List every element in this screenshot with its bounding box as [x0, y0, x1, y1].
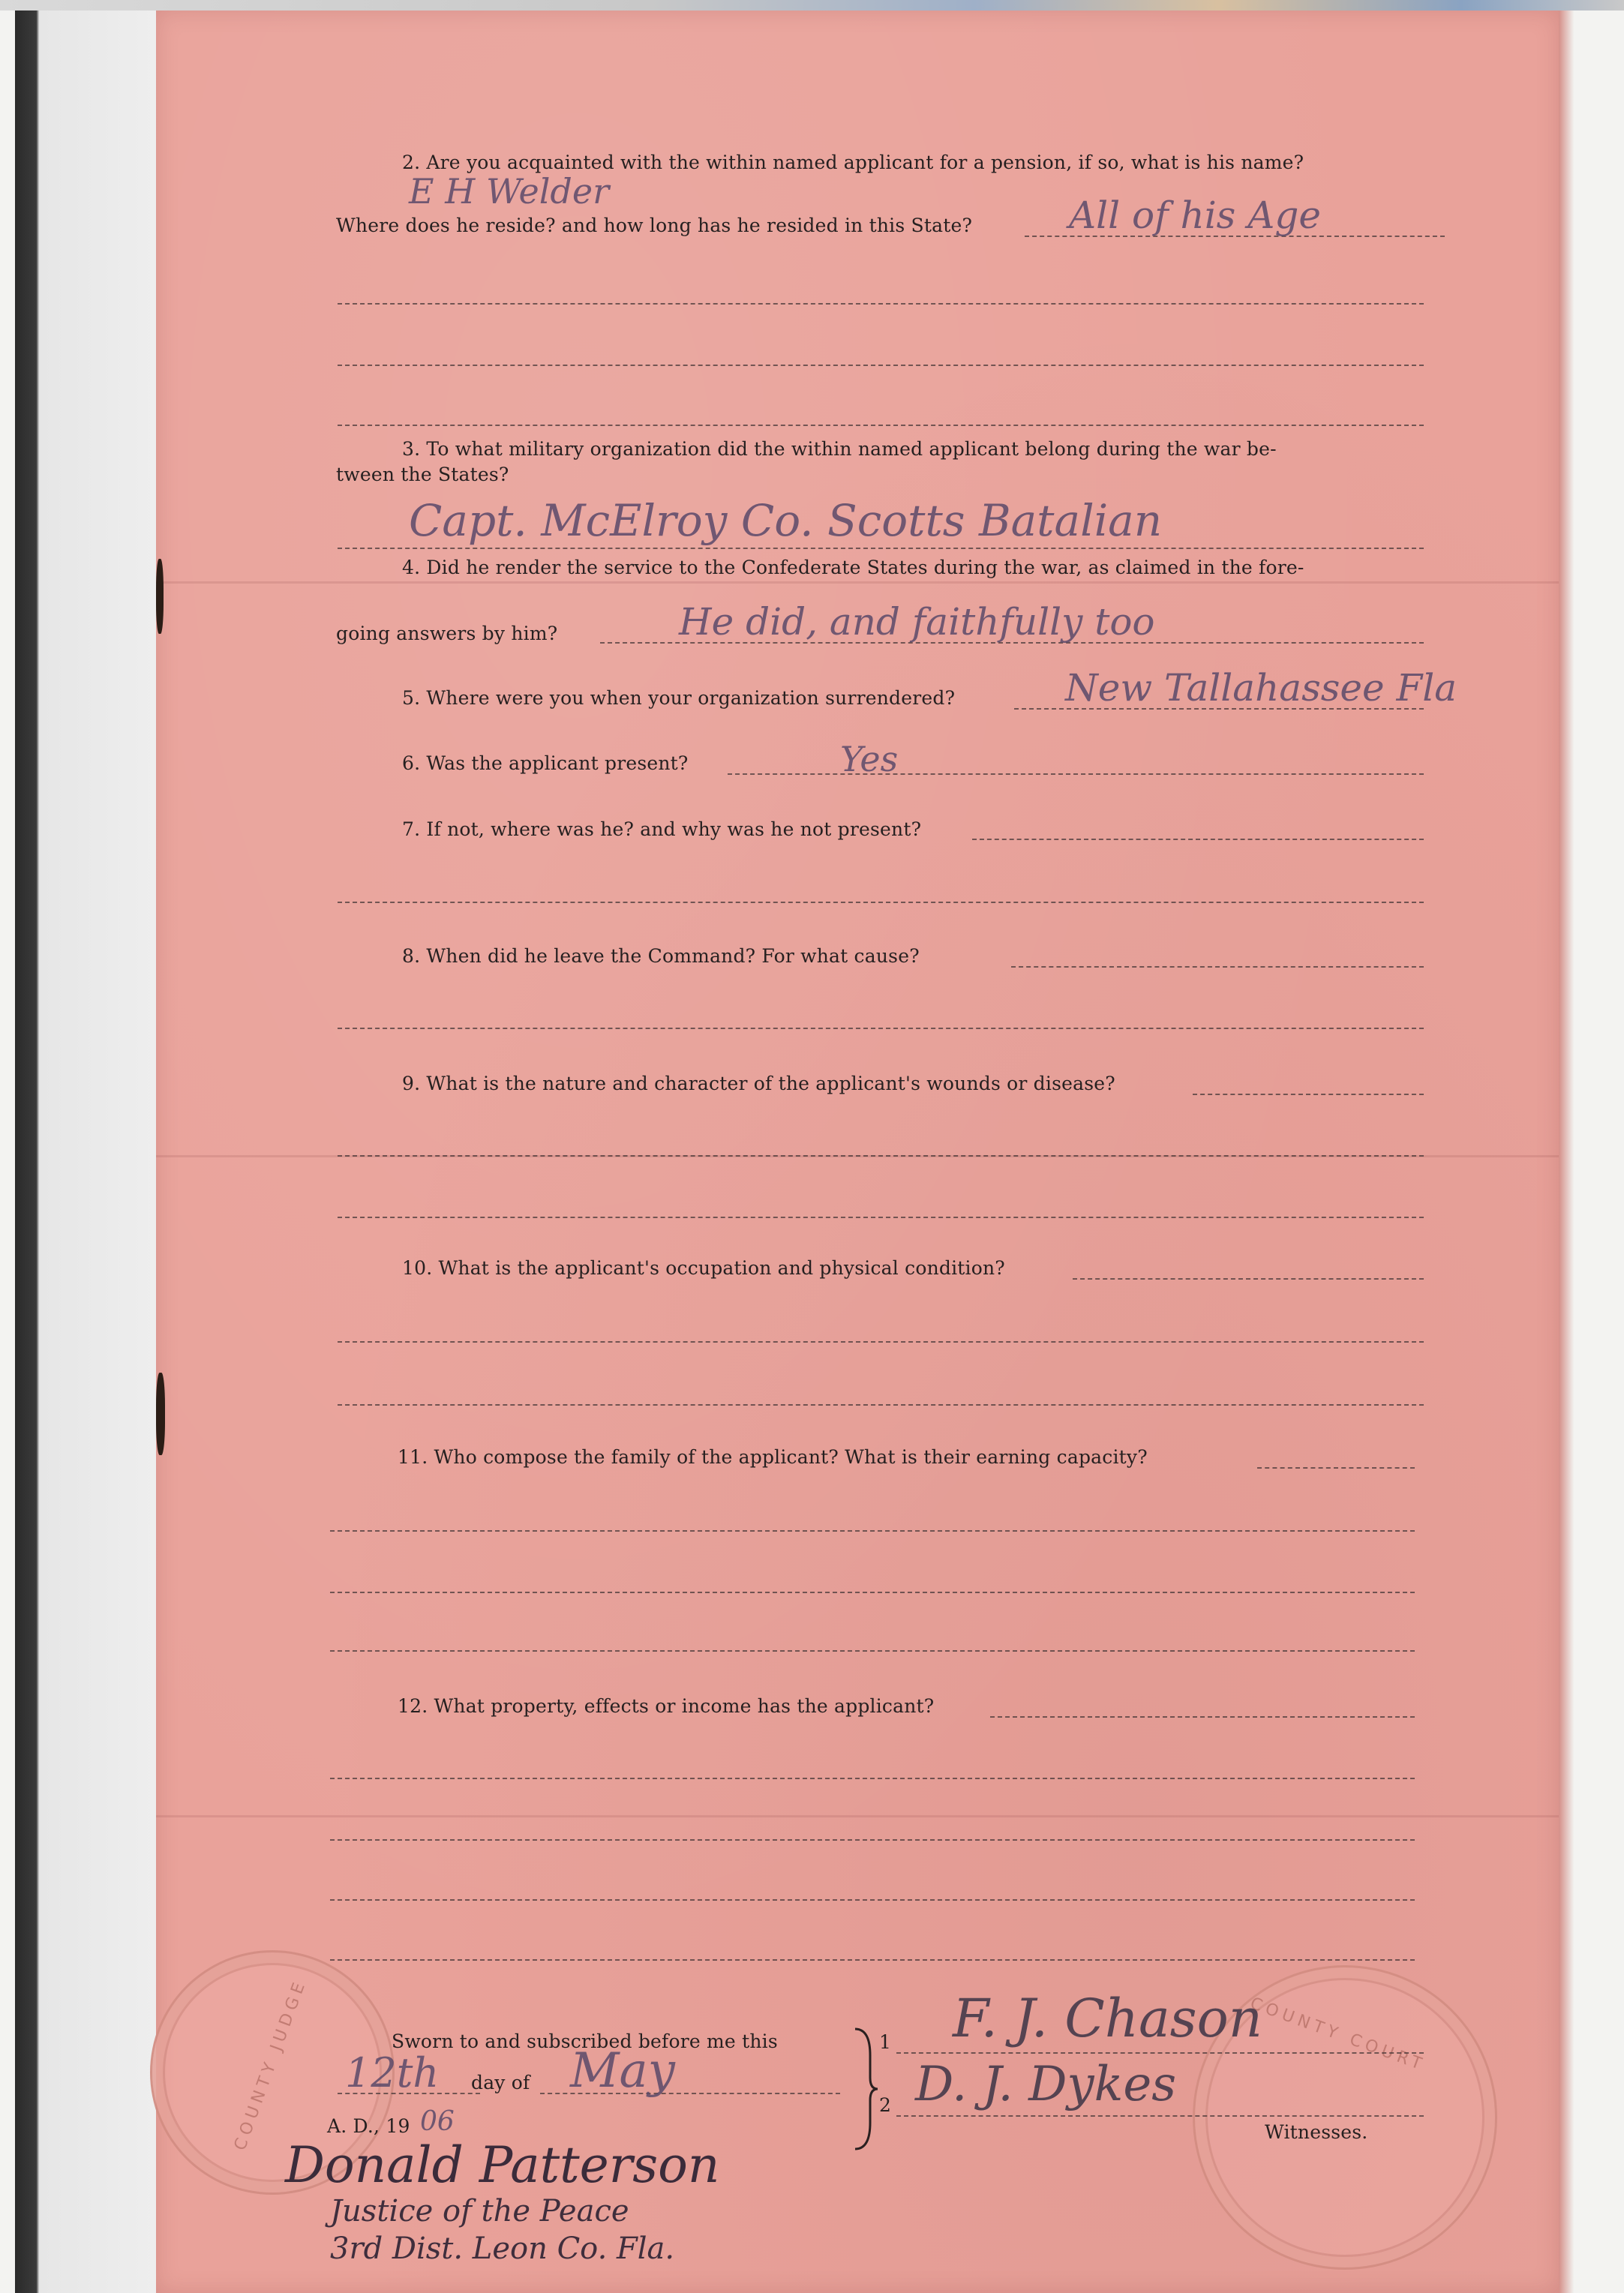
- jurat-day-value: 12th: [345, 2049, 440, 2096]
- answer-line: [330, 1530, 1415, 1532]
- witness-1-signature: F. J. Chason: [953, 1988, 1262, 2049]
- answer-line: [338, 1028, 1424, 1029]
- question-4-text-cont: going answers by him?: [336, 623, 558, 644]
- answer-military-organization: Capt. McElroy Co. Scotts Batalian: [409, 495, 1163, 546]
- fold-line: [156, 581, 1559, 584]
- answer-line: [338, 548, 1424, 549]
- scan-edge: [0, 0, 1624, 11]
- question-3-text-cont: tween the States?: [336, 464, 509, 485]
- answer-line: [728, 773, 1424, 775]
- binding-tear: [156, 559, 164, 634]
- left-seal-text: COUNTY JUDGE: [230, 1976, 311, 2153]
- jurat-month-value: May: [570, 2043, 675, 2099]
- question-7-text: 7. If not, where was he? and why was he not present?: [402, 818, 922, 840]
- answer-line: [990, 1716, 1415, 1718]
- answer-line: [338, 425, 1424, 426]
- question-11-text: 11. Who compose the family of the applicant? What is their earning capacity?: [398, 1446, 1148, 1468]
- answer-line: [330, 1650, 1415, 1652]
- answer-line: [1073, 1278, 1424, 1280]
- answer-applicant-present: Yes: [840, 739, 899, 779]
- answer-residence: All of his Age: [1069, 194, 1321, 237]
- answer-line: [338, 1155, 1424, 1157]
- question-5-text: 5. Where were you when your organization surrendered?: [402, 687, 956, 709]
- answer-line: [972, 839, 1424, 840]
- official-signature: Donald Patterson: [285, 2136, 720, 2194]
- answer-line: [330, 1592, 1415, 1593]
- question-6-text: 6. Was the applicant present?: [402, 752, 689, 774]
- answer-line: [1193, 1094, 1424, 1095]
- question-8-text: 8. When did he leave the Command? For what cause?: [402, 945, 920, 967]
- answer-line: [1011, 966, 1424, 968]
- answer-line: [1257, 1467, 1415, 1469]
- pension-form-page: [156, 11, 1559, 2293]
- witness-2-signature: D. J. Dykes: [915, 2057, 1177, 2112]
- answer-line: [338, 1217, 1424, 1218]
- answer-line: [330, 1899, 1415, 1901]
- answer-line: [338, 1404, 1424, 1406]
- answer-line: [338, 902, 1424, 903]
- question-2-residence-text: Where does he reside? and how long has he resided in this State?: [336, 215, 973, 236]
- scanner-backboard: [15, 11, 158, 2293]
- answer-line: [330, 1778, 1415, 1779]
- witness-2-number: 2: [879, 2094, 892, 2116]
- fold-line: [156, 1815, 1559, 1817]
- question-9-text: 9. What is the nature and character of the applicant's wounds or disease?: [402, 1073, 1115, 1094]
- answer-applicant-name: E H Welder: [409, 171, 610, 212]
- paper-edge: [1559, 11, 1574, 2293]
- answer-line: [330, 1959, 1415, 1961]
- witness-1-number: 1: [879, 2031, 892, 2053]
- answer-surrender-location: New Tallahassee Fla: [1065, 666, 1457, 710]
- right-seal-text: COUNTY COURT: [1247, 1994, 1428, 2075]
- question-2-text: 2. Are you acquainted with the within named applicant for a pension, if so, what is his name?: [402, 152, 1304, 173]
- official-title-line1: Justice of the Peace: [330, 2194, 629, 2228]
- jurat-ad-text: A. D., 19: [327, 2115, 410, 2137]
- answer-line: [338, 303, 1424, 305]
- witnesses-label: Witnesses.: [1265, 2121, 1368, 2143]
- witness-2-line: [896, 2115, 1424, 2117]
- answer-line: [330, 1839, 1415, 1841]
- jurat-year-value: 06: [420, 2106, 455, 2137]
- binding-tear: [156, 1373, 165, 1455]
- jurat-sworn-text: Sworn to and subscribed before me this: [392, 2030, 778, 2052]
- jurat-day-line: [338, 2093, 480, 2094]
- question-12-text: 12. What property, effects or income has the applicant?: [398, 1695, 935, 1717]
- witness-brace: [851, 2025, 881, 2153]
- witness-1-line: [896, 2052, 1424, 2054]
- question-4-text: 4. Did he render the service to the Confederate States during the war, as claimed in the fore-: [402, 557, 1304, 578]
- answer-service-rendered: He did, and faithfully too: [679, 600, 1155, 644]
- answer-line: [338, 1341, 1424, 1343]
- answer-line: [338, 365, 1424, 366]
- question-10-text: 10. What is the applicant's occupation and physical condition?: [402, 1257, 1005, 1279]
- question-3-text: 3. To what military organization did the within named applicant belong during the war be-: [402, 438, 1277, 460]
- official-title-line2: 3rd Dist. Leon Co. Fla.: [330, 2231, 675, 2266]
- jurat-day-of-text: day of: [471, 2072, 530, 2093]
